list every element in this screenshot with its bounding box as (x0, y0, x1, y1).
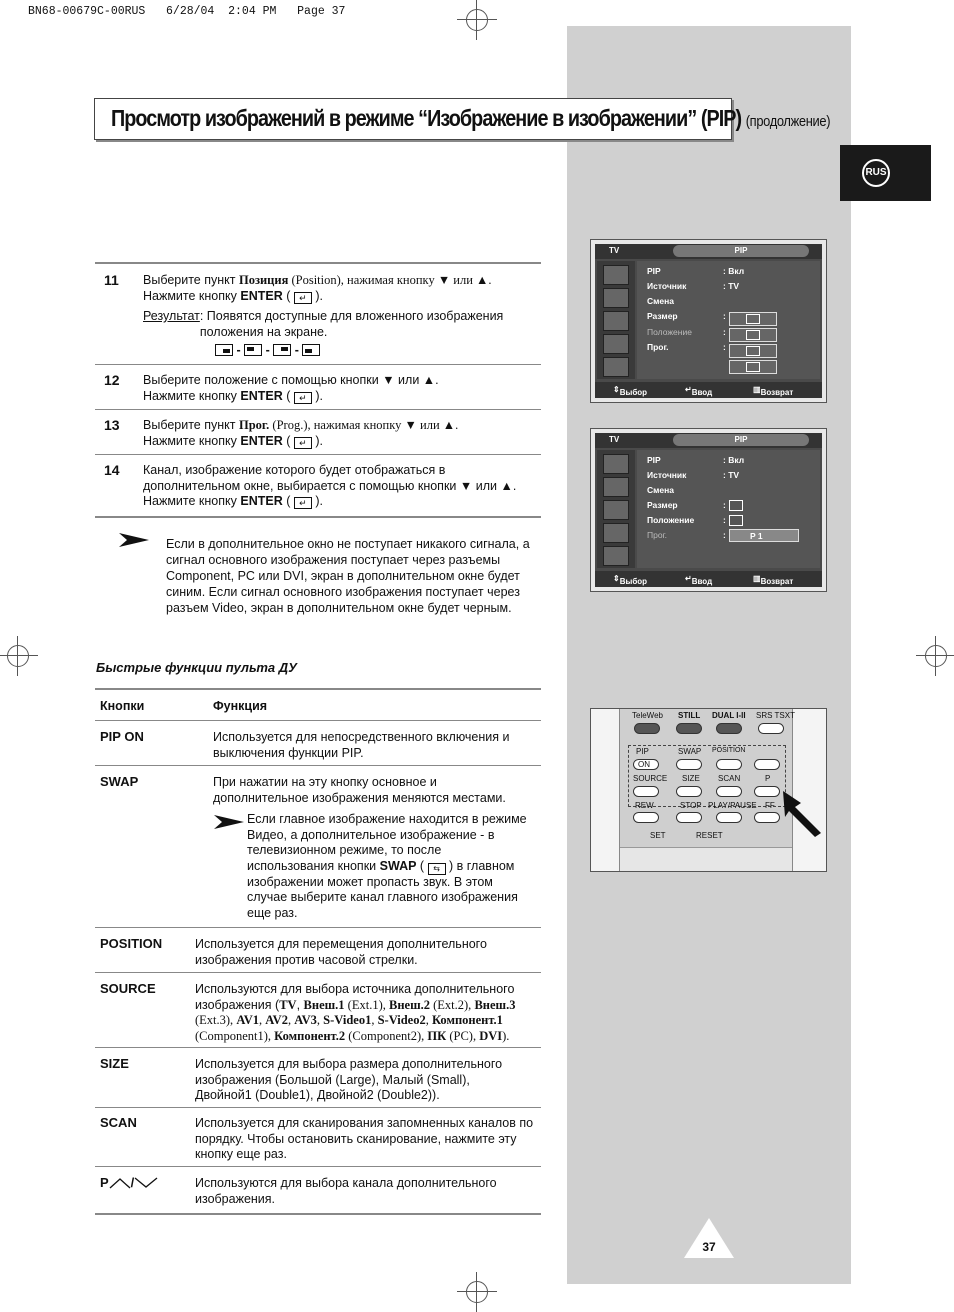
remote-label: SET (650, 831, 666, 840)
divider (95, 720, 541, 721)
table-row-desc: Используется для непосредственного включения и выключения функции PIP. (213, 730, 510, 760)
language-tab-label: RUS (862, 159, 890, 187)
page-title: Просмотр изображений в режиме “Изображение в изображении” (PIP) (продолжение) (111, 105, 831, 131)
position-option[interactable] (729, 344, 777, 358)
registration-mark-left (0, 636, 38, 676)
osd-value: : (723, 500, 726, 510)
stop-button[interactable] (676, 812, 702, 823)
registration-mark-right (916, 636, 954, 676)
table-row-desc: Используются для выбора источника дополнительного изображения (TV, Внеш.1 (Ext.1), Внеш.2 (Ext.2), Внеш.3 (Ext.3), AV1, AV2, AV3, S-Video1, S-Video2, Компонент.1 (Component1), Компонент.2 (Component2), ПК (PC), DVI). (195, 982, 516, 1043)
step-number: 11 (104, 272, 119, 288)
page-title-box (94, 98, 831, 140)
play-pause-button[interactable] (716, 812, 742, 823)
step-number: 13 (104, 417, 120, 433)
size-icon (729, 500, 743, 511)
remote-label: RESET (696, 831, 723, 840)
divider (95, 1213, 541, 1215)
position-bottom-left-icon (302, 344, 320, 356)
osd-item[interactable]: Смена (647, 485, 675, 495)
sound-icon (603, 477, 629, 497)
osd-item[interactable]: Положение (647, 515, 695, 525)
remote-label: POSITION (712, 747, 746, 754)
divider (95, 688, 541, 690)
table-header-function: Функция (213, 699, 268, 713)
osd-item-selected[interactable]: Положение (647, 327, 692, 337)
osd-item[interactable]: Прог. (647, 342, 669, 352)
input-icon (603, 357, 629, 377)
enter-hint: ↵ Ввод (685, 385, 713, 397)
channel-up-icon (109, 1177, 131, 1189)
table-row-desc: Используются для выбора канала дополнительного изображения. (195, 1176, 497, 1206)
table-row-key: SCAN (100, 1115, 137, 1130)
table-row-key: P / (100, 1175, 158, 1190)
osd-value: : (723, 515, 726, 525)
osd-value: : (723, 327, 726, 337)
divider (95, 409, 541, 410)
back-hint: ▥ Возврат (753, 385, 794, 397)
language-tab (840, 145, 931, 201)
registration-mark-top (457, 0, 497, 40)
remote-label: SWAP (678, 747, 702, 756)
still-button[interactable] (676, 723, 702, 734)
picture-icon (603, 454, 629, 474)
table-row-desc: Используется для перемещения дополнительного изображения против часовой стрелки. (195, 937, 487, 967)
srs-button[interactable] (758, 723, 784, 734)
prog-value-box[interactable] (729, 529, 799, 542)
setup-icon (603, 523, 629, 543)
table-row-key: SIZE (100, 1056, 129, 1071)
step-number: 14 (104, 462, 120, 478)
position-option[interactable] (729, 312, 777, 326)
remote-label: P (765, 774, 771, 783)
osd-item-selected[interactable]: Прог. (647, 530, 667, 540)
osd-item[interactable]: Источник (647, 281, 687, 291)
enter-icon: ↵ (294, 292, 312, 304)
back-hint: ▥ Возврат (753, 574, 794, 586)
divider (95, 1107, 541, 1108)
pointer-arrow-icon (781, 789, 827, 839)
side-column-background (567, 26, 851, 1284)
divider (95, 1166, 541, 1167)
osd-tv-label: TV (609, 435, 620, 444)
osd-side-icons (597, 450, 635, 568)
osd-item[interactable]: Размер (647, 311, 678, 321)
position-button[interactable] (716, 759, 742, 770)
select-hint: ⇕ Выбор (613, 385, 648, 397)
divider (95, 262, 541, 264)
osd-value: : Вкл (723, 266, 745, 276)
remote-label: FF (765, 801, 775, 810)
osd-menu-title: PIP (673, 434, 809, 446)
size-button[interactable] (676, 786, 702, 797)
page-number-badge (684, 1218, 734, 1258)
table-row-key: POSITION (100, 936, 163, 951)
remote-label: ON (638, 760, 650, 769)
remote-label: STOP (680, 801, 702, 810)
enter-icon: ↵ (294, 497, 312, 509)
table-header-key: Кнопки (100, 699, 145, 713)
note-text: Если в дополнительное окно не поступает никакого сигнала, а сигнал основного изображения поступает через разъемы Component, PC или DVI, экран в дополнительном окне будет синим. Если сигнал основного изображения поступает через разъем Video, экран в дополнительном окне будет черным. (166, 537, 530, 615)
table-row-desc: Используется для выбора размера дополнительного изображения (Большой (Large), Малый (Small), Двойной1 (Double1), Двойной2 (Double2)). (195, 1057, 503, 1102)
position-option[interactable] (729, 328, 777, 342)
swap-icon: ⇆ (428, 863, 446, 875)
table-row-desc: При нажатии на эту кнопку основное и дополнительное изображения меняются местами. (213, 775, 506, 805)
remote-label: STILL (678, 711, 701, 720)
setup-icon (603, 334, 629, 354)
step-text: Выберите пункт Позиция (Position), нажимая кнопку ▼ или ▲. Нажмите кнопку ENTER ( ↵ ). Результат : Появятся доступные для вложенного изображения положения на экране. - - - (143, 273, 504, 357)
divider (95, 516, 541, 518)
remote-lower-panel (620, 847, 792, 872)
input-icon (603, 546, 629, 566)
page-number: 37 (702, 1240, 716, 1254)
osd-value: : (723, 530, 726, 540)
osd-menu-title: PIP (673, 245, 809, 257)
enter-icon: ↵ (294, 437, 312, 449)
osd-screen-2 (590, 428, 827, 592)
step-text: Выберите пункт Прог. (Prog.), нажимая кнопку ▼ или ▲. Нажмите кнопку ENTER ( ↵ ). (143, 418, 459, 448)
picture-icon (603, 265, 629, 285)
channel-up-button[interactable] (754, 759, 780, 770)
table-row-key: SOURCE (100, 981, 156, 996)
prog-value: P 1 (750, 531, 763, 541)
osd-item[interactable]: PIP (647, 266, 661, 276)
osd-screen-1 (590, 239, 827, 403)
osd-item[interactable]: PIP (647, 455, 661, 465)
sound-icon (603, 288, 629, 308)
note-arrow-icon (119, 533, 149, 547)
dual-button[interactable] (716, 723, 742, 734)
divider (95, 927, 541, 928)
table-row-key: PIP ON (100, 729, 144, 744)
print-header: BN68-00679C-00RUS 6/28/04 2:04 PM Page 37 (28, 5, 346, 18)
registration-mark-bottom (457, 1272, 497, 1312)
remote-label: SCAN (718, 774, 741, 783)
remote-control-illustration (590, 708, 827, 872)
osd-side-icons (597, 261, 635, 379)
rewind-button[interactable] (633, 812, 659, 823)
osd-value: : TV (723, 470, 740, 480)
remote-label: SOURCE (633, 774, 668, 783)
fast-forward-button[interactable] (754, 812, 780, 823)
divider (95, 1047, 541, 1048)
divider (95, 364, 541, 365)
remote-label: SRS TSXT (756, 711, 795, 720)
osd-item[interactable]: Размер (647, 500, 678, 510)
source-button[interactable] (633, 786, 659, 797)
step-text: Канал, изображение которого будет отображаться в дополнительном окне, выбирается с помощью кнопки ▼ или ▲. Нажмите кнопку ENTER ( ↵ ). (143, 463, 517, 508)
position-top-left-icon (244, 344, 262, 356)
enter-hint: ↵ Ввод (685, 574, 713, 586)
page-title-sub: (продолжение) (745, 113, 831, 130)
channel-down-icon (134, 1177, 158, 1189)
channel-icon (603, 311, 629, 331)
teleweb-button[interactable] (634, 723, 660, 734)
channel-down-button[interactable] (754, 786, 780, 797)
swap-button[interactable] (676, 759, 702, 770)
scan-button[interactable] (716, 786, 742, 797)
divider (95, 454, 541, 455)
divider (95, 972, 541, 973)
position-bottom-right-icon (215, 344, 233, 356)
select-hint: ⇕ Выбор (613, 574, 648, 586)
remote-label: DUAL I-II (712, 711, 746, 720)
osd-value: : TV (723, 281, 740, 291)
osd-value: : Вкл (723, 455, 745, 465)
osd-item[interactable]: Источник (647, 470, 687, 480)
note-arrow-icon (214, 815, 244, 829)
channel-icon (603, 500, 629, 520)
osd-item[interactable]: Смена (647, 296, 675, 306)
remote-label: TeleWeb (632, 711, 663, 720)
position-option[interactable] (729, 360, 777, 374)
remote-label: SIZE (682, 774, 700, 783)
enter-icon: ↵ (294, 392, 312, 404)
divider (95, 765, 541, 766)
osd-value: : (723, 342, 726, 352)
step-number: 12 (104, 372, 120, 388)
osd-value: : (723, 311, 726, 321)
osd-tv-label: TV (609, 246, 620, 255)
step-text: Выберите положение с помощью кнопки ▼ или ▲. Нажмите кнопку ENTER ( ↵ ). (143, 373, 439, 403)
remote-label: PLAY/PAUSE (708, 801, 757, 810)
remote-label: PIP (636, 747, 649, 756)
position-top-right-icon (273, 344, 291, 356)
remote-label: REW (635, 801, 654, 810)
table-row-desc: Используется для сканирования запомненных каналов по порядку. Чтобы остановить сканирование, нажмите эту кнопку еще раз. (195, 1116, 534, 1161)
section-title: Быстрые функции пульта ДУ (96, 660, 297, 675)
table-row-key: SWAP (100, 774, 139, 789)
swap-note: Если главное изображение находится в режиме Видео, а дополнительное изображение - в телевизионном режиме, то после использования кнопки SWAP ( ⇆ ) в главном изображении может пропасть звук. В этом случае выберите канал главного изображения еще раз. (247, 812, 527, 920)
position-icon (729, 515, 743, 526)
